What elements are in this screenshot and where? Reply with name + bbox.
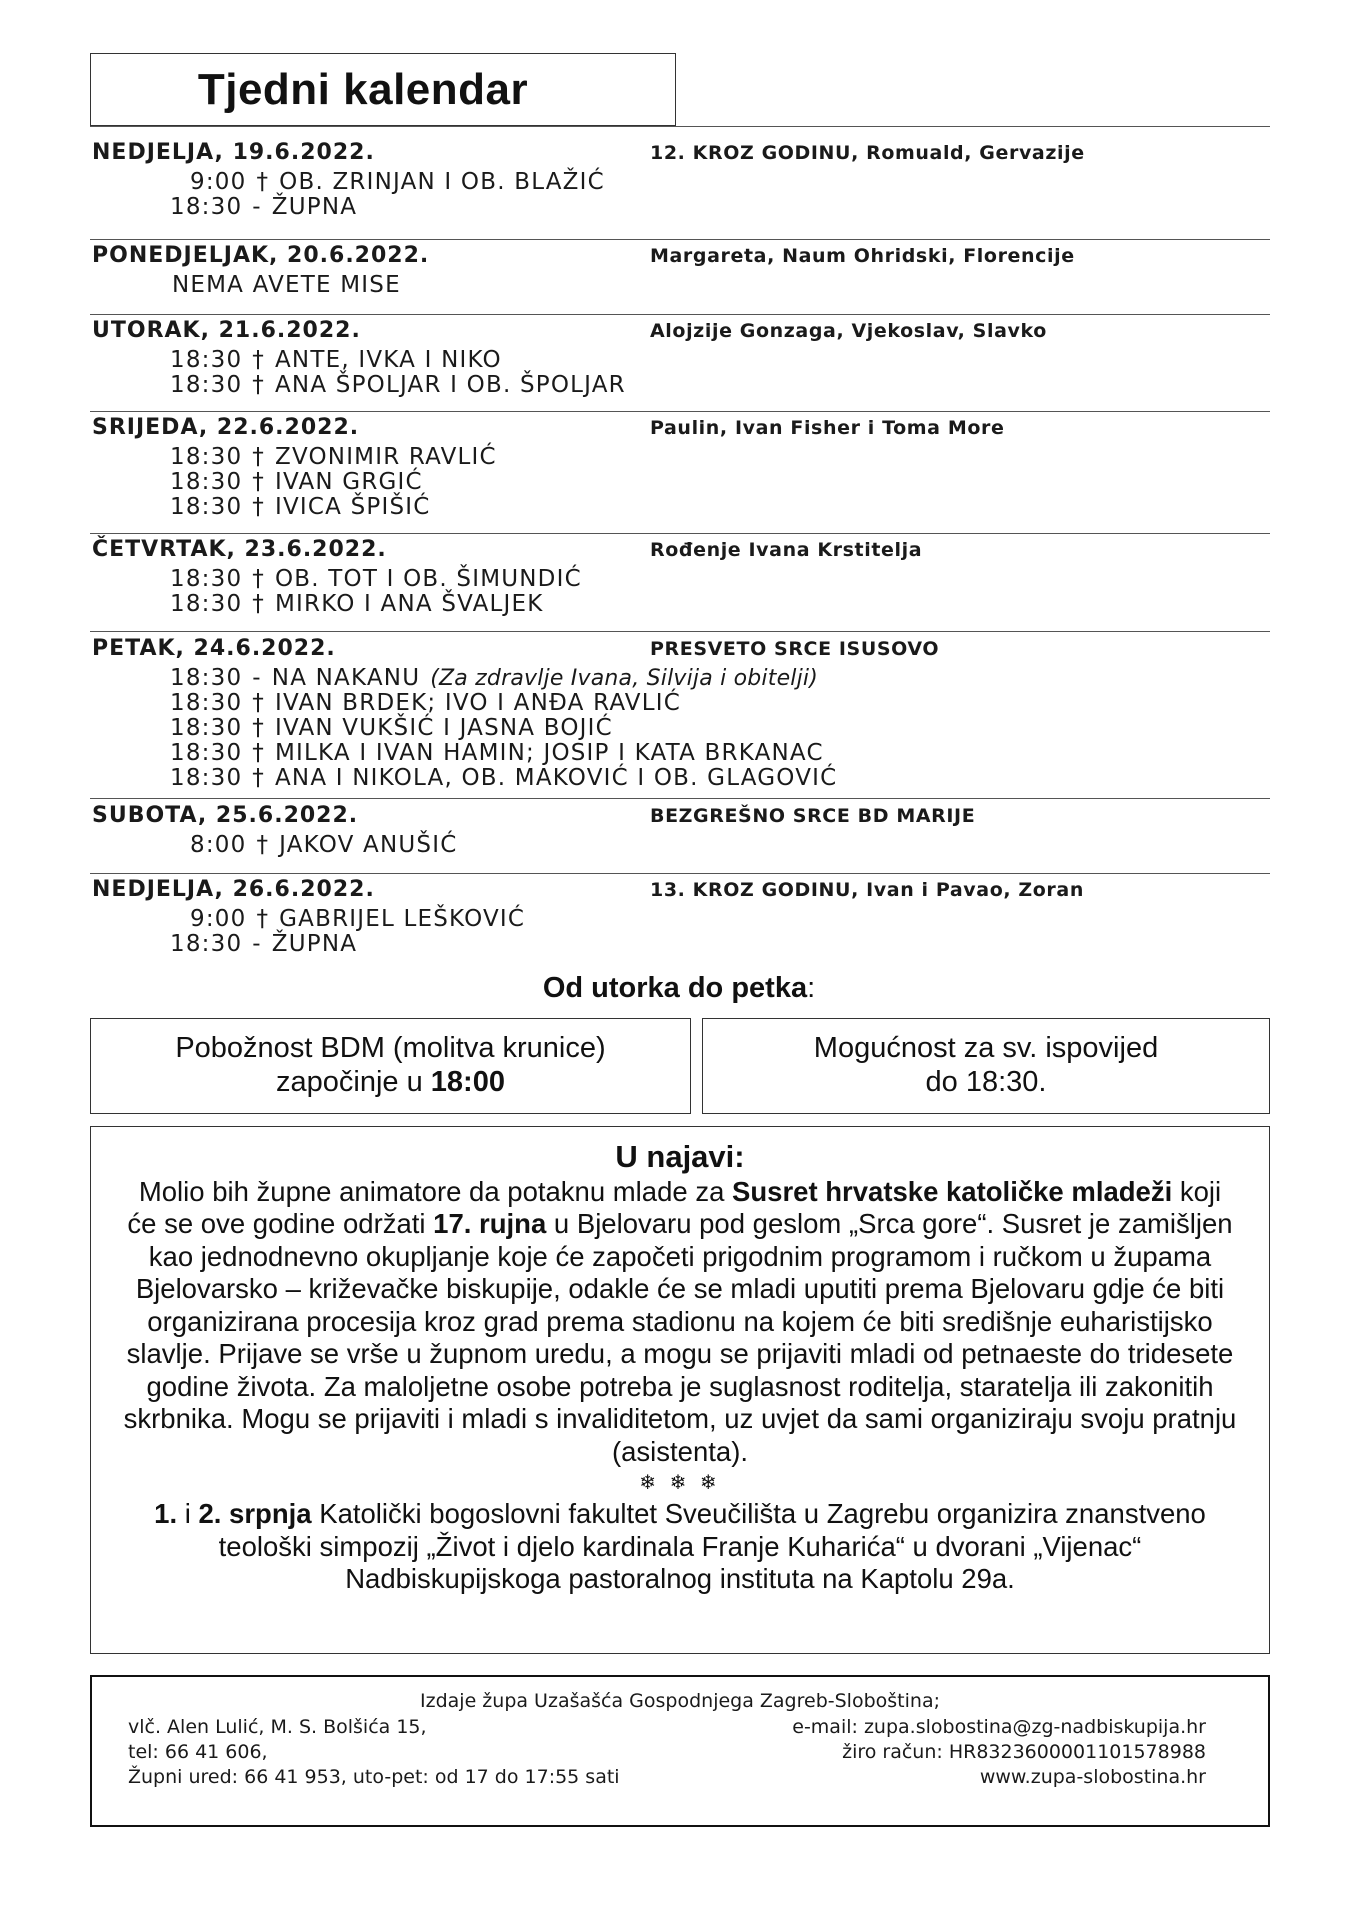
mass-intention: IVAN VUKŠIĆ I JASNA BOJIĆ xyxy=(275,715,613,741)
dash-mark: - xyxy=(252,194,262,220)
rosary-line-1: Pobožnost BDM (molitva krunice) xyxy=(175,1032,606,1064)
symposium-day-1: 1. xyxy=(154,1498,178,1529)
day-date: SRIJEDA, 22.6.2022. xyxy=(92,415,360,440)
calendar-day xyxy=(90,140,1270,240)
mass-intention: JAKOV ANUŠIĆ xyxy=(279,832,458,858)
mass-time: 18:30 xyxy=(170,665,243,691)
rosary-line-2 xyxy=(91,1065,690,1099)
mass-entry xyxy=(90,833,1270,858)
calendar-day xyxy=(90,636,1270,799)
mass-entry xyxy=(90,716,1270,741)
mass-intention: MIRKO I ANA ŠVALJEK xyxy=(275,591,544,617)
day-header xyxy=(90,318,1270,348)
priest-address: vlč. Alen Lulić, M. S. Bolšića 15, xyxy=(128,1716,427,1738)
weekday-heading xyxy=(0,972,1358,1005)
symposium-day-2: 2. srpnja xyxy=(198,1498,312,1529)
calendar-day xyxy=(90,415,1270,534)
email-address[interactable]: e-mail: zupa.slobostina@zg-nadbiskupija.hr xyxy=(792,1716,1206,1738)
day-date: PONEDJELJAK, 20.6.2022. xyxy=(92,243,430,268)
mass-time: 18:30 xyxy=(170,444,243,470)
dash-mark: - xyxy=(252,665,262,691)
calendar-day xyxy=(90,877,1270,967)
announcement-text: koji će se ove godine održati xyxy=(127,1175,1222,1239)
announcement-heading: U najavi: xyxy=(615,1139,745,1174)
mass-intention: IVAN GRGIĆ xyxy=(275,469,423,495)
day-saints: Rođenje Ivana Krstitelja xyxy=(650,539,923,561)
mass-intention: IVICA ŠPIŠIĆ xyxy=(275,494,431,520)
cross-icon: † xyxy=(252,690,265,716)
cross-icon: † xyxy=(252,591,265,617)
footer-left-column xyxy=(128,1715,620,1790)
mass-intention: MILKA I IVAN HAMIN; JOSIP I KATA BRKANAC xyxy=(275,740,824,766)
cross-icon: † xyxy=(252,566,265,592)
mass-intention: NA NAKANU xyxy=(271,665,421,691)
mass-entry xyxy=(90,170,1270,195)
day-saints: Margareta, Naum Ohridski, Florencije xyxy=(650,245,1075,267)
phone-number: tel: 66 41 606, xyxy=(128,1741,268,1763)
announcement-box xyxy=(90,1126,1270,1654)
announcement-text: u Bjelovaru pod geslom „Srca gore“. Susret je zamišljen kao jednodnevno okupljanje koje će započeti prigodnim programom i ručkom u župama Bjelovarsko – križevačke biskupije, odakle će se mladi uputiti prema Bjelovaru gdje će biti organizirana procesija kroz grad prema stadionu na kojem će biti središnje euharistijsko slavlje. Prijave se vrše u župnom uredu, a mogu se prijaviti mladi od petnaeste do tridesete godine života. Za maloljetne osobe potreba je suglasnost roditelja, staratelja ili zakonitih skrbnika. Mogu se prijaviti i mladi s invaliditetom, uz uvjet da sami organiziraju svoju pratnju (asistenta). xyxy=(123,1208,1237,1467)
mass-time: 18:30 xyxy=(170,494,243,520)
mass-time: 18:30 xyxy=(170,591,243,617)
event-name: Susret hrvatske katoličke mladeži xyxy=(732,1175,1173,1207)
mass-time: 18:30 xyxy=(170,566,243,592)
mass-entry xyxy=(90,273,1270,298)
cross-icon: † xyxy=(252,469,265,495)
cross-icon: † xyxy=(256,832,270,858)
rosary-time: 18:00 xyxy=(430,1066,505,1098)
mass-intention: OB. ZRINJAN I OB. BLAŽIĆ xyxy=(279,169,605,195)
mass-time: 9:00 xyxy=(190,169,247,195)
mass-entry xyxy=(90,741,1270,766)
dash-mark: - xyxy=(252,931,262,957)
mass-entry xyxy=(90,691,1270,716)
day-header xyxy=(90,140,1270,170)
publisher-footer xyxy=(90,1675,1270,1827)
weekday-heading-colon: : xyxy=(807,972,816,1004)
mass-entry xyxy=(90,666,1270,691)
calendar-day xyxy=(90,243,1270,315)
cross-icon: † xyxy=(256,906,270,932)
cross-icon: † xyxy=(252,372,265,398)
mass-time: 18:30 xyxy=(170,194,243,220)
mass-intention: ANA I NIKOLA, OB. MAKOVIĆ I OB. GLAGOVIĆ xyxy=(275,765,838,791)
mass-entry xyxy=(90,495,1270,520)
day-saints: BEZGREŠNO SRCE BD MARIJE xyxy=(650,805,976,827)
calendar-day xyxy=(90,318,1270,412)
announcement-paragraph-2 xyxy=(121,1498,1239,1596)
mass-entry xyxy=(90,567,1270,592)
mass-time: 18:30 xyxy=(170,765,243,791)
calendar-day xyxy=(90,537,1270,632)
weekday-heading-text: Od utorka do petka xyxy=(542,972,808,1004)
office-hours: Župni ured: 66 41 953, uto-pet: od 17 do 17:55 sati xyxy=(128,1766,620,1788)
confession-line-2: do 18:30. xyxy=(925,1066,1047,1098)
day-saints: Alojzije Gonzaga, Vjekoslav, Slavko xyxy=(650,320,1047,342)
page-title: Tjedni kalendar xyxy=(197,64,529,114)
day-header xyxy=(90,877,1270,907)
announcement-text: Molio bih župne animatore da potaknu mlade za xyxy=(138,1175,733,1207)
website-link[interactable]: www.zupa-slobostina.hr xyxy=(979,1766,1206,1788)
confession-line-1: Mogućnost za sv. ispovijed xyxy=(813,1032,1159,1064)
cross-icon: † xyxy=(252,715,265,741)
mass-intention: OB. TOT I OB. ŠIMUNDIĆ xyxy=(275,566,582,592)
mass-entry xyxy=(90,907,1270,932)
mass-intention: ŽUPNA xyxy=(271,194,358,220)
mass-time: 18:30 xyxy=(170,690,243,716)
mass-time: 18:30 xyxy=(170,469,243,495)
mass-intention: GABRIJEL LEŠKOVIĆ xyxy=(279,906,526,932)
day-saints: Paulin, Ivan Fisher i Toma More xyxy=(650,417,1005,439)
cross-icon: † xyxy=(252,444,265,470)
day-date: NEDJELJA, 19.6.2022. xyxy=(92,140,375,165)
announcement-paragraph-1 xyxy=(121,1176,1239,1469)
day-date: NEDJELJA, 26.6.2022. xyxy=(92,877,375,902)
cross-icon: † xyxy=(252,494,265,520)
mass-time: 18:30 xyxy=(170,715,243,741)
publisher-line: Izdaje župa Uzašašća Gospodnjega Zagreb-Sloboština; xyxy=(420,1690,940,1712)
mass-time: 18:30 xyxy=(170,931,243,957)
mass-time: 18:30 xyxy=(170,740,243,766)
rosary-start-label: započinje u xyxy=(276,1066,423,1098)
cross-icon: † xyxy=(252,347,265,373)
mass-time: 18:30 xyxy=(170,347,243,373)
event-date: 17. rujna xyxy=(433,1208,547,1239)
mass-time: 8:00 xyxy=(190,832,247,858)
mass-intention: ZVONIMIR RAVLIĆ xyxy=(275,444,497,470)
day-header xyxy=(90,636,1270,666)
bank-account: žiro račun: HR8323600001101578988 xyxy=(842,1741,1206,1763)
divider xyxy=(90,126,1270,127)
mass-intention: ŽUPNA xyxy=(271,931,358,957)
calendar-day xyxy=(90,803,1270,874)
cross-icon: † xyxy=(252,740,265,766)
rosary-box xyxy=(90,1018,691,1114)
mass-intention: NEMA AVETE MISE xyxy=(172,272,401,298)
mass-entry xyxy=(90,932,1270,957)
mass-entry xyxy=(90,470,1270,495)
mass-entry xyxy=(90,445,1270,470)
day-date: UTORAK, 21.6.2022. xyxy=(92,318,361,343)
announcement-text: Katolički bogoslovni fakultet Sveučilišta u Zagrebu organizira znanstveno teološki simpozij „Život i djelo kardinala Franje Kuharića“ u dvorani „Vijenac“ Nadbiskupijskoga pastoralnog instituta na Kaptolu 29a. xyxy=(218,1498,1206,1594)
mass-entry xyxy=(90,592,1270,617)
cross-icon: † xyxy=(252,765,265,791)
mass-intention: ANTE, IVKA I NIKO xyxy=(275,347,502,373)
day-header xyxy=(90,243,1270,273)
confession-box xyxy=(702,1018,1270,1114)
mass-note: (Za zdravlje Ivana, Silvija i obitelji) xyxy=(430,666,819,691)
cross-icon: † xyxy=(256,169,270,195)
day-date: ČETVRTAK, 23.6.2022. xyxy=(92,537,387,562)
mass-entry xyxy=(90,766,1270,791)
day-header xyxy=(90,415,1270,445)
day-header xyxy=(90,537,1270,567)
day-date: PETAK, 24.6.2022. xyxy=(92,636,336,661)
mass-intention: IVAN BRDEK; IVO I ANĐA RAVLIĆ xyxy=(275,690,681,716)
mass-entry xyxy=(90,195,1270,220)
mass-entry xyxy=(90,373,1270,398)
announcement-text: i xyxy=(177,1498,199,1529)
mass-time: 9:00 xyxy=(190,906,247,932)
mass-intention: ANA ŠPOLJAR I OB. ŠPOLJAR xyxy=(275,372,626,398)
snowflake-separator-icon: ❄ ❄ ❄ xyxy=(639,1472,721,1494)
day-header xyxy=(90,803,1270,833)
day-date: SUBOTA, 25.6.2022. xyxy=(92,803,359,828)
day-saints: 13. KROZ GODINU, Ivan i Pavao, Zoran xyxy=(650,879,1084,901)
day-saints: PRESVETO SRCE ISUSOVO xyxy=(650,638,940,660)
mass-time: 18:30 xyxy=(170,372,243,398)
footer-right-column xyxy=(792,1715,1206,1790)
page-title-box xyxy=(90,53,676,126)
mass-entry xyxy=(90,348,1270,373)
day-saints: 12. KROZ GODINU, Romuald, Gervazije xyxy=(650,142,1085,164)
